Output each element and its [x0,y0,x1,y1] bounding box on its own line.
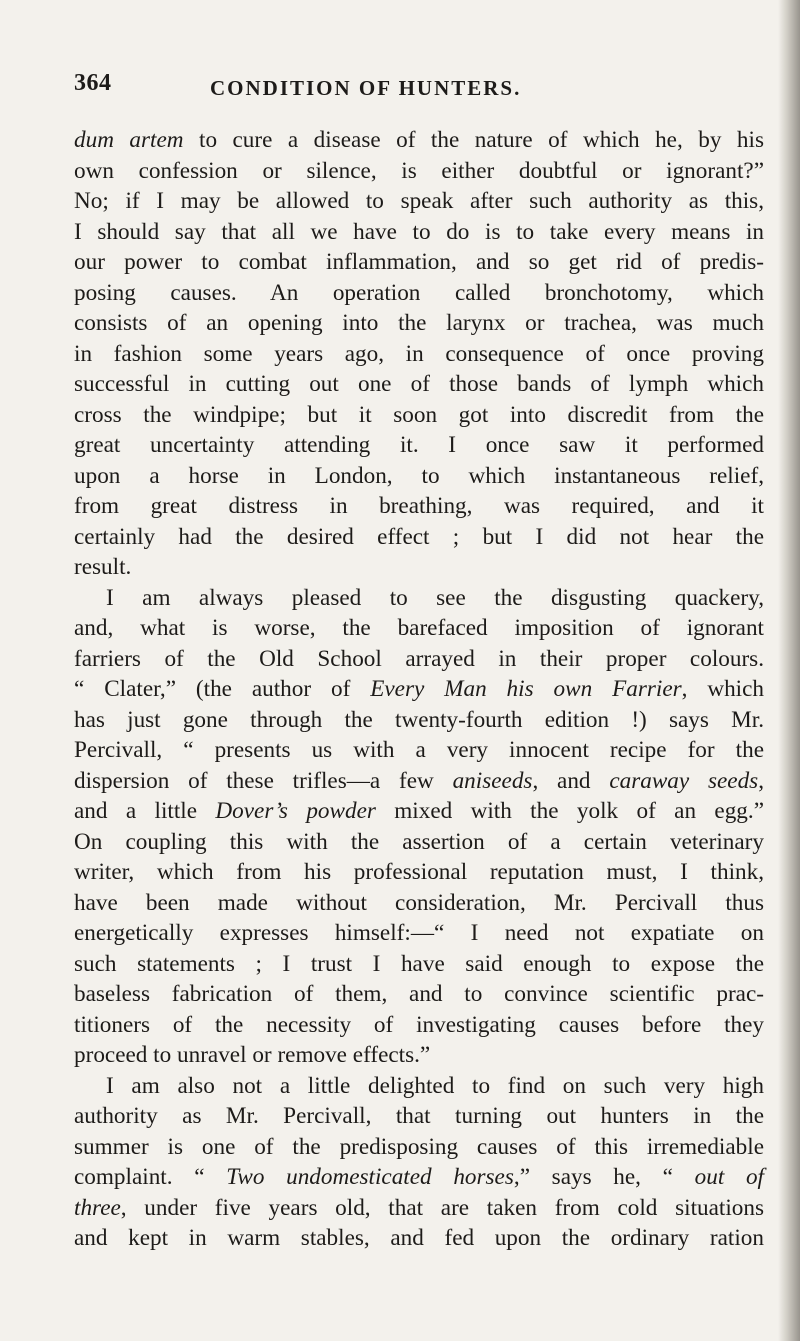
text-segment: baseless fabrication of them, and to convince scientific prac- [74,981,764,1007]
text-segment: ,” says he, “ [513,1164,695,1190]
text-line [74,430,764,461]
italic-text: three [74,1194,121,1221]
text-segment: dispersion of these trifles—a few [74,767,453,794]
text-segment: summer is one of the predisposing causes of this irremediable [74,1133,764,1160]
text-segment: successful in cutting out one of those bands of lymph which [74,371,764,397]
text-line [74,674,764,705]
italic-text: aniseeds [452,767,533,794]
text-line [74,644,764,675]
text-line [74,1193,764,1224]
text-line [74,1040,764,1071]
text-line [74,339,764,370]
text-segment: authority as Mr. Percivall, that turning out hunters in the [74,1103,764,1129]
text-segment: , under five years old, that are taken from cold situations [120,1194,764,1221]
text-segment: great uncertainty attending it. I once saw it performed [74,432,764,458]
text-segment: On coupling this with the assertion of a certain veterinary [74,828,764,855]
text-line [74,949,764,980]
italic-text: Dover’s powder [215,798,376,824]
text-segment: from great distress in breathing, was required, and it [74,493,764,519]
text-segment: upon a horse in London, to which instantaneous relief, [74,462,764,489]
text-segment: I am always pleased to see the disgusting quackery, [106,584,764,611]
text-line [74,125,764,156]
text-segment: such statements ; I trust I have said enough to expose the [74,950,764,977]
text-line [74,1010,764,1041]
italic-text: Every Man his own Farrier [370,676,682,702]
text-segment: Percivall, “ presents us with a very innocent recipe for the [74,737,764,763]
text-line [74,888,764,919]
text-segment: and kept in warm stables, and fed upon the ordinary ration [74,1225,764,1251]
text-line [74,613,764,644]
text-segment: and, what is worse, the barefaced imposition of ignorant [74,615,764,641]
text-segment: , [758,767,764,794]
text-line [74,461,764,492]
text-segment: result. [74,554,132,580]
text-line [74,217,764,248]
text-line [74,1223,764,1254]
text-segment: have been made without consideration, Mr. Percivall thus [74,889,764,916]
text-segment: mixed with the yolk of an egg.” [375,798,764,824]
italic-text: dum artem [74,127,184,153]
text-segment: own confession or silence, is either doubtful or ignorant?” [74,157,764,184]
text-segment: cross the windpipe; but it soon got into discredit from the [74,401,764,428]
text-line [74,827,764,858]
text-segment: complaint. “ [74,1164,227,1190]
italic-text: out of [694,1164,764,1190]
text-line [74,735,764,766]
page-number: 364 [74,70,112,96]
text-line [74,400,764,431]
text-line [74,979,764,1010]
text-segment: farriers of the Old School arrayed in their proper colours. [74,645,764,672]
text-line [74,1071,764,1102]
text-segment: I am also not a little delighted to find on such very high [106,1072,764,1099]
text-segment: titioners of the necessity of investigating causes before they [74,1011,764,1038]
text-segment: writer, which from his professional reputation must, I think, [74,859,764,885]
text-line [74,857,764,888]
text-line [74,491,764,522]
text-line [74,522,764,553]
text-segment: our power to combat inflammation, and so get rid of predis- [74,249,764,275]
text-segment: posing causes. An operation called bronchotomy, which [74,279,764,306]
text-line [74,369,764,400]
text-line [74,705,764,736]
body-text [74,125,764,1254]
text-line [74,918,764,949]
text-segment: has just gone through the twenty-fourth edition !) says Mr. [74,706,764,733]
text-line [74,156,764,187]
page-header [0,70,780,104]
text-line [74,308,764,339]
text-line [74,247,764,278]
page-edge-shadow [778,0,800,1341]
text-line [74,1132,764,1163]
text-line [74,186,764,217]
italic-text: Two undomesticated horses [226,1164,514,1190]
text-segment: in fashion some years ago, in consequence of once proving [74,340,764,367]
text-segment: certainly had the desired effect ; but I did not hear the [74,523,764,550]
text-segment: I should say that all we have to do is to take every means in [74,218,764,245]
text-segment: and a little [74,798,216,824]
text-line [74,278,764,309]
text-line [74,1101,764,1132]
text-segment: energetically expresses himself:—“ I need not expatiate on [74,920,764,946]
text-segment: to cure a disease of the nature of which he, by his [183,127,764,153]
text-segment: proceed to unravel or remove effects.” [74,1042,431,1068]
text-line [74,1162,764,1193]
text-segment: , which [681,676,765,702]
running-head: CONDITION OF HUNTERS. [210,76,522,100]
text-line [74,796,764,827]
text-line [74,552,764,583]
text-segment: “ Clater,” (the author of [74,676,371,702]
text-segment: No; if I may be allowed to speak after such authority as this, [74,188,764,214]
text-segment: consists of an opening into the larynx or trachea, was much [74,310,764,336]
text-segment: , and [532,767,610,794]
text-line [74,583,764,614]
italic-text: caraway seeds [609,767,759,794]
text-line [74,766,764,797]
